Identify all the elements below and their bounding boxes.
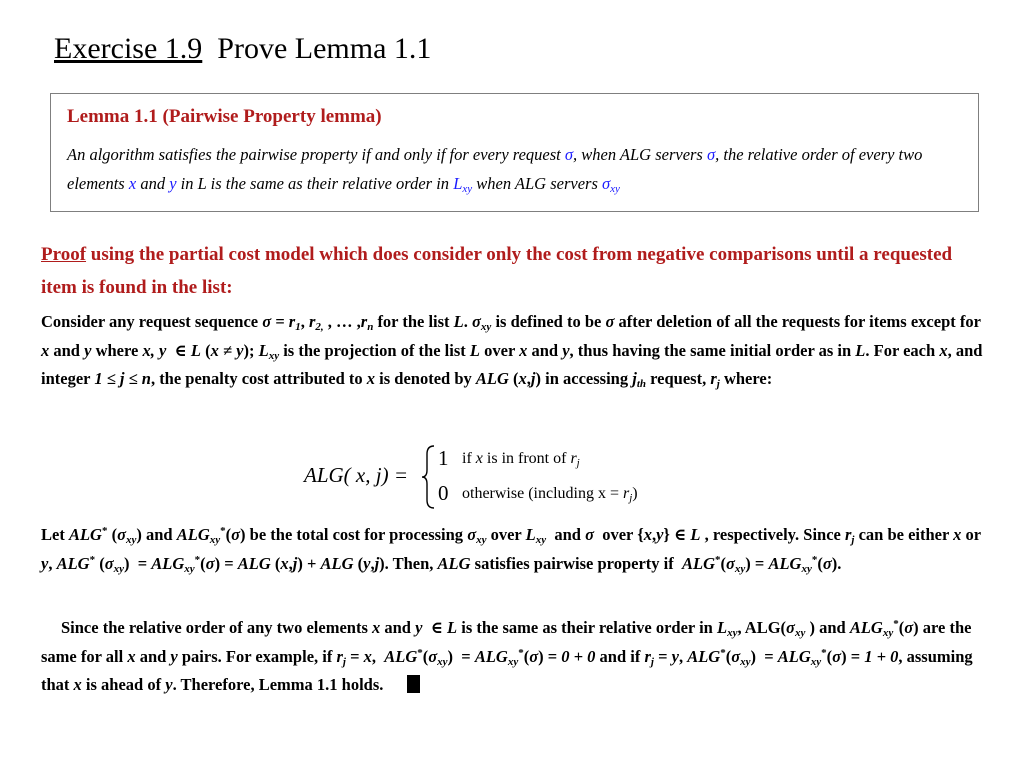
left-brace-icon xyxy=(420,444,436,510)
case-condition-otherwise: otherwise (including $x = r_j$) xyxy=(462,485,638,504)
title-rest: Prove Lemma 1.1 xyxy=(217,32,432,65)
formula-lhs: ALG( x, j) = xyxy=(304,463,408,487)
proof-paragraph-conclusion: Since the relative order of any two elements x and y ∈ L is the same as their relative order in $L_{xy}$, $ALG(\sigma_{xy}$ ) and $ALG_{xy}^*(\sigma)$ are the same for all x and y pairs. For example, if $r_j = x$, $ALG^*(\sigma_{xy}) = ALG_{xy}^*(\sigma) = 0 + 0$ and if $r_j = y$, $ALG^*(\sigma_{xy}) = ALG_{xy}^*(\sigma) = 1 + 0$, assuming that x is ahead of y. Therefore, Lemma 1.1 holds. xyxy=(41,618,973,694)
case-value-one: 1 xyxy=(438,446,449,470)
penalty-cost-formula xyxy=(300,444,700,510)
title-exercise: Exercise 1.9 xyxy=(54,32,203,65)
case-value-zero: 0 xyxy=(438,481,449,505)
lemma-box xyxy=(50,93,979,212)
proof-heading xyxy=(41,238,991,304)
case-condition-front: if x is in front of $r_j$ xyxy=(462,450,580,469)
slide-title xyxy=(54,32,431,66)
lemma-heading: Lemma 1.1 (Pairwise Property lemma) xyxy=(67,106,382,127)
lemma-statement: An algorithm satisfies the pairwise property if and only if for every request σ, when ALG servers σ, the relative order of every two elements x and y in L is the same as their relative order in $L_{xy}$ when ALG servers $\sigma_{xy}$ xyxy=(67,145,923,195)
qed-square-icon xyxy=(407,675,420,693)
proof-paragraph-total-cost: Let ALG* $(\sigma_{xy})$ and $ALG_{xy}^*(\sigma)$ be the total cost for processing $\sigma_{xy}$ over $L_{xy}$ and σ over {x,y} ∈ L , respectively. Since $r_j$ can be either x or y, ALG* $(\sigma_{xy}) = ALG_{xy}^*(\sigma)$ = ALG (x,j) + ALG (y,j). Then, ALG satisfies pairwise property if $ALG^*(\sigma_{xy}) = ALG_{xy}^*(\sigma)$. xyxy=(41,525,981,575)
proof-word: Proof xyxy=(41,244,87,265)
proof-paragraph-definitions: Consider any request sequence $\sigma = r_1$, $r_{2,}$ , … $,r_n$ for the list L. $\sigma_{xy}$ is defined to be σ after deletion of all the requests for items except for x and y where x, y ∈ L (x ≠ y); $L_{xy}$ is the projection of the list L over x and y, thus having the same initial order as in L. For each x, and integer 1 ≤ j ≤ n, the penalty cost attributed to x is denoted by ALG (x,j) in accessing $j_{th}$ request, $r_j$ where: xyxy=(41,312,983,390)
proof-heading-rest: using the partial cost model which does consider only the cost from negative comparisons until a requested item is found in the list: xyxy=(41,244,953,298)
